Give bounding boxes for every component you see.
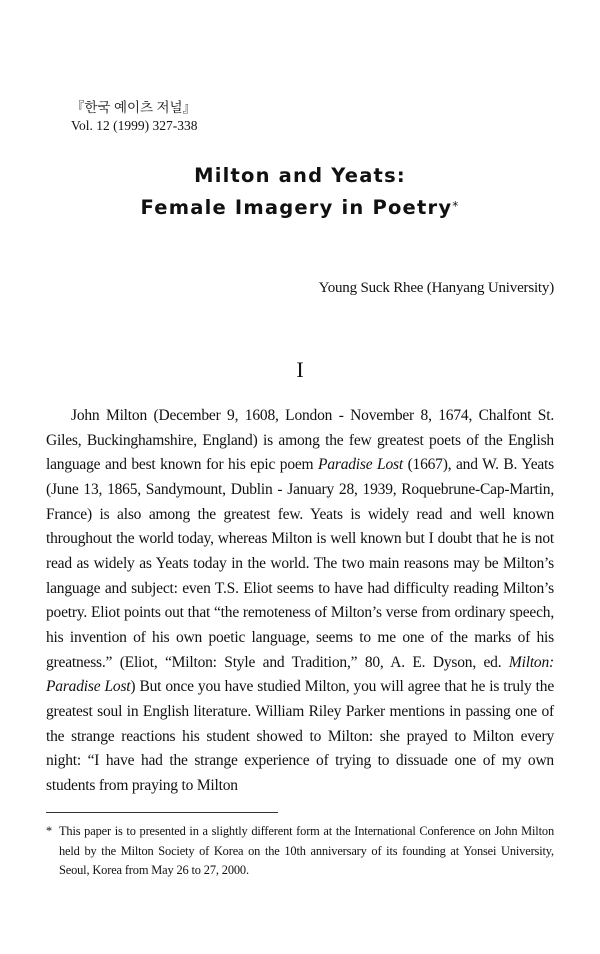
title-line-2 [0, 192, 600, 224]
body-italic-title: Paradise Lost [318, 456, 403, 474]
title-line-1: Milton and Yeats: [194, 164, 406, 187]
body-italic-title: Milton: Paradise Lost [46, 653, 554, 696]
body-segment: John Milton (December 9, 1608, London - November 8, 1674, Chalfont St. Giles, Buckinghamshire, England) is among the few greatest poets of the English language and best known for his epic poem [46, 407, 554, 474]
footnote-divider [46, 812, 278, 813]
body-segment: ) But once you have studied Milton, you will agree that he is truly the greatest soul in English literature. William Riley Parker mentions in passing one of the strange reactions his student showed to Milton: she prayed to Milton every night: “I have had the strange experience of trying to dissuade one of my own students from praying to Milton [46, 678, 555, 794]
footnote-mark: * [46, 824, 53, 838]
journal-name: 『한국 예이츠 저널』 [71, 100, 197, 115]
footnote [46, 822, 554, 881]
journal-volume: Vol. 12 (1999) 327-338 [71, 118, 198, 133]
body-paragraph [46, 404, 554, 799]
footnote-text: This paper is to presented in a slightly different form at the International Conference on John Milton held by the Milton Society of Korea on the 10th anniversary of its founding at Yonsei University, Seoul, Korea from May 26 to 27, 2000. [59, 824, 554, 877]
body-text [46, 404, 554, 799]
section-heading: I [296, 357, 304, 382]
title-footnote-mark: * [452, 199, 460, 213]
title-line-2-text: Female Imagery in Poetry [140, 196, 453, 219]
journal-header [71, 99, 198, 135]
article-title [0, 160, 600, 224]
author-affiliation: Young Suck Rhee (Hanyang University) [318, 280, 554, 296]
body-segment: (1667), and W. B. Yeats (June 13, 1865, Sandymount, Dublin - January 28, 1939, Roquebrune-Cap-Martin, France) is also among the greatest few. Yeats is widely read and well known throughout the world today, whereas Milton is well known but I doubt that he is not read as widely as Yeats today in the world. The two main reasons may be Milton’s language and subject: even T.S. Eliot seems to have had difficulty reading Milton’s poetry. Eliot points out that “the remoteness of Milton’s verse from ordinary speech, his invention of his own poetic language, seems to me one of the marks of his greatness.” (Eliot, “Milton: Style and Tradition,” 80, A. E. Dyson, ed. [46, 456, 554, 671]
